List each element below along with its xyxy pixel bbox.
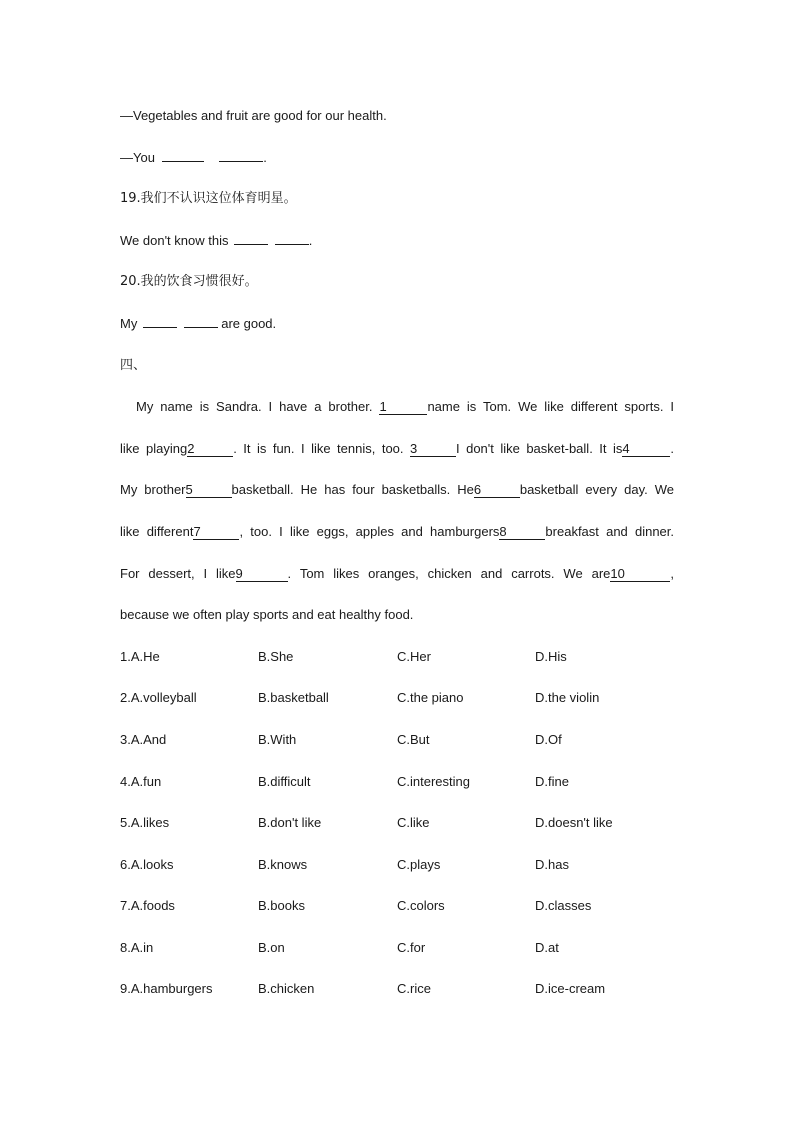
passage-text: breakfast and dinner. [545,523,675,539]
option-a[interactable]: 4.A.fun [120,773,162,789]
option-d[interactable]: D.Of [535,731,562,747]
option-c[interactable]: C.the piano [397,690,464,706]
section-heading-text: 四、 [120,357,147,373]
q19-prompt-text: 19.我们不认识这位体育明星。 [120,191,297,207]
options-row-3 [120,731,674,773]
passage-line-3 [120,481,674,523]
passage-blank-9[interactable]: 9 [236,567,288,582]
options-row-4 [120,773,674,815]
q20-en-suffix: are good. [221,315,277,331]
passage-blank-7[interactable]: 7 [193,525,239,540]
q20-english-line [120,315,674,357]
passage-blank-3[interactable]: 3 [410,442,456,457]
passage-line-1 [120,398,674,440]
q18-line2-suffix: . [263,149,267,165]
passage-text: My name is Sandra. I have a brother. [136,399,373,415]
q18-line2-prefix: —You [120,149,155,165]
passage-text: basketball. He has four basketballs. He [231,482,474,498]
options-row-6 [120,856,674,898]
options-row-1 [120,648,674,690]
option-d[interactable]: D.fine [535,773,569,789]
q20-prompt [120,273,674,315]
option-d[interactable]: D.classes [535,898,592,914]
options-row-2 [120,689,674,731]
options-row-8 [120,939,674,981]
passage-text: , [670,565,675,581]
passage-blank-4[interactable]: 4 [622,442,670,457]
options-row-9 [120,980,674,1022]
option-d[interactable]: D.the violin [535,690,600,706]
q20-answer-blank-1[interactable] [143,315,177,328]
passage-text: like playing [120,440,188,456]
q19-answer-blank-2[interactable] [275,232,309,245]
passage-text: For dessert, I like [120,565,236,581]
q18-dialogue-line-1 [120,107,674,149]
section-heading [120,357,674,399]
passage-text: like different [120,523,194,539]
option-c[interactable]: C.rice [397,981,431,997]
option-c[interactable]: C.But [397,731,430,747]
q18-line1-text: —Vegetables and fruit are good for our health. [120,108,387,123]
option-c[interactable]: C.interesting [397,773,470,789]
option-c[interactable]: C.Her [397,648,431,664]
q18-answer-blank-1[interactable] [162,149,204,162]
option-a[interactable]: 3.A.And [120,731,167,747]
option-b[interactable]: B.basketball [258,690,329,706]
option-d[interactable]: D.doesn't like [535,815,613,831]
option-c[interactable]: C.colors [397,898,445,914]
option-a[interactable]: 7.A.foods [120,898,175,914]
option-b[interactable]: B.knows [258,856,308,872]
option-a[interactable]: 8.A.in [120,939,154,955]
option-b[interactable]: B.With [258,731,297,747]
passage-line-5 [120,565,674,607]
q19-en-suffix: . [308,232,313,248]
option-b[interactable]: B.chicken [258,981,315,997]
option-d[interactable]: D.His [535,648,567,664]
q19-english-line [120,232,674,274]
passage-text: basketball every day. We [519,482,674,498]
option-a[interactable]: 6.A.looks [120,856,174,872]
passage-text: I don't like basket-ball. It is [456,440,623,456]
passage-text: . [670,440,674,456]
option-a[interactable]: 9.A.hamburgers [120,981,213,997]
passage-text: My brother [120,482,186,498]
passage-line-4 [120,523,674,565]
option-b[interactable]: B.don't like [258,815,322,831]
worksheet-page [120,107,674,1022]
option-d[interactable]: D.has [535,856,569,872]
option-c[interactable]: C.like [397,815,430,831]
option-d[interactable]: D.ice-cream [535,981,606,997]
passage-line-2 [120,440,674,482]
q19-prompt [120,190,674,232]
q18-answer-blank-2[interactable] [219,149,263,162]
options-row-7 [120,897,674,939]
q19-en-prefix: We don't know this [120,232,229,248]
passage-blank-8[interactable]: 8 [499,525,545,540]
option-d[interactable]: D.at [535,939,559,955]
passage-blank-5[interactable]: 5 [186,483,232,498]
passage-text: name is Tom. We like different sports. I [427,399,675,415]
q18-dialogue-line-2 [120,149,674,191]
passage-line-6 [120,606,674,648]
q20-prompt-text: 20.我的饮食习惯很好。 [120,274,258,290]
passage-blank-10[interactable]: 10 [610,567,670,582]
passage-blank-1[interactable]: 1 [379,400,427,415]
option-b[interactable]: B.difficult [258,773,311,789]
passage-text: . It is fun. I like tennis, too. [233,440,404,456]
options-row-5 [120,814,674,856]
option-b[interactable]: B.She [258,648,294,664]
option-a[interactable]: 5.A.likes [120,815,170,831]
option-c[interactable]: C.plays [397,856,441,872]
q20-answer-blank-2[interactable] [184,315,218,328]
option-c[interactable]: C.for [397,939,426,955]
passage-text: . Tom likes oranges, chicken and carrots. We are [287,565,611,581]
passage-text: because we often play sports and eat healthy food. [120,607,414,623]
option-b[interactable]: B.books [258,898,305,914]
passage-text: , too. I like eggs, apples and hamburgers [239,523,500,539]
option-b[interactable]: B.on [258,939,285,955]
passage-blank-6[interactable]: 6 [474,483,520,498]
passage-blank-2[interactable]: 2 [187,442,233,457]
option-a[interactable]: 1.A.He [120,648,160,664]
q20-en-prefix: My [120,315,138,331]
q19-answer-blank-1[interactable] [234,232,268,245]
option-a[interactable]: 2.A.volleyball [120,690,197,706]
